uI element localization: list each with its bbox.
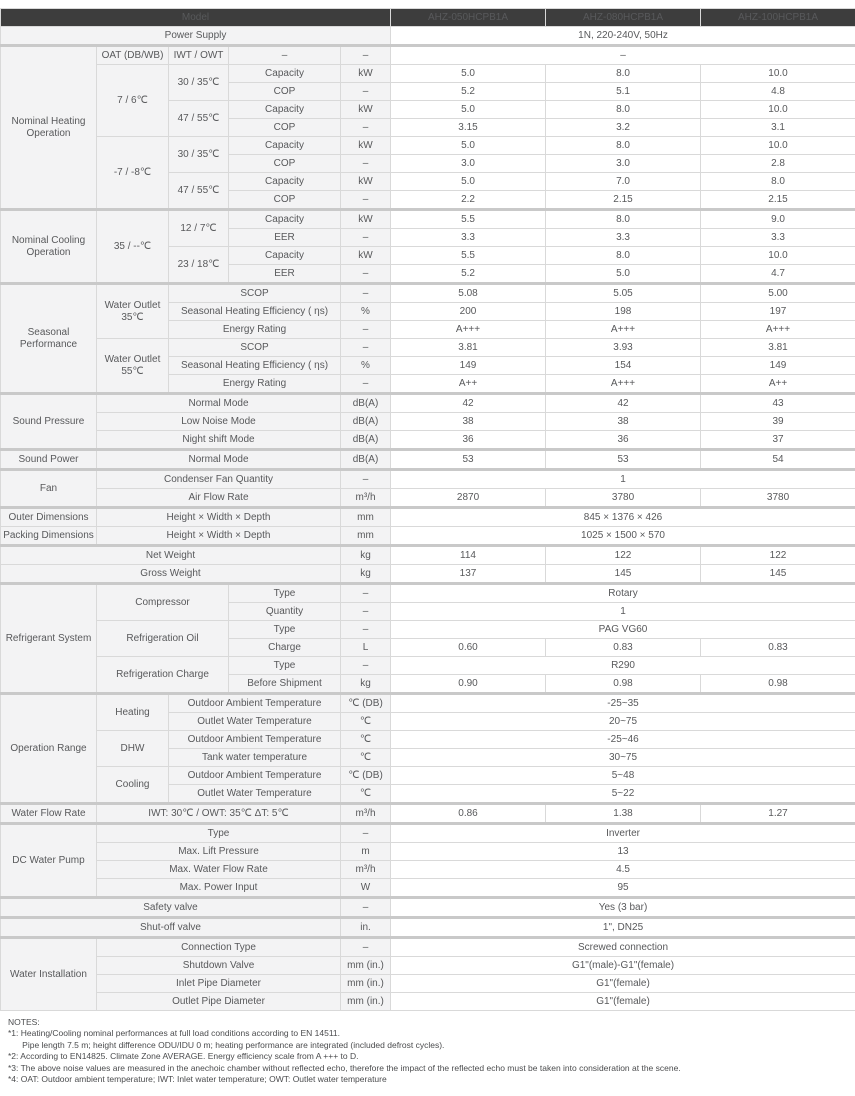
spec-row: [1, 957, 855, 975]
value-cell: 43: [701, 394, 855, 413]
value-cell: 38: [391, 413, 546, 431]
label-cell: SCOP: [169, 284, 341, 303]
spec-row: [1, 565, 855, 584]
label-cell: Max. Power Input: [97, 879, 341, 898]
label-cell: Capacity: [229, 101, 341, 119]
value-cell: 114: [391, 546, 546, 565]
value-cell: 7.0: [546, 173, 701, 191]
value-cell: 5.2: [391, 265, 546, 284]
value-cell: 5.5: [391, 247, 546, 265]
value-cell: Screwed connection: [391, 938, 855, 957]
value-cell: 37: [701, 431, 855, 450]
value-cell: 3.3: [701, 229, 855, 247]
label-cell: Type: [229, 657, 341, 675]
label-cell: Energy Rating: [169, 375, 341, 394]
value-cell: 5.0: [391, 65, 546, 83]
label-cell: Outlet Water Temperature: [169, 785, 341, 804]
unit-cell: –: [341, 375, 391, 394]
note-line: Pipe length 7.5 m; height difference ODU/IDU 0 m; heating performance are integrated (included defrost cycles).: [8, 1040, 847, 1051]
value-cell: -25~35: [391, 694, 855, 713]
unit-cell: mm (in.): [341, 993, 391, 1011]
unit-cell: mm (in.): [341, 957, 391, 975]
value-cell: 145: [701, 565, 855, 584]
value-cell: 10.0: [701, 101, 855, 119]
value-cell: Inverter: [391, 824, 855, 843]
unit-cell: kg: [341, 565, 391, 584]
unit-cell: –: [341, 119, 391, 137]
label-cell: Packing Dimensions: [1, 527, 97, 546]
unit-cell: –: [341, 46, 391, 65]
label-cell: 47 / 55℃: [169, 101, 229, 137]
value-cell: PAG VG60: [391, 621, 855, 639]
value-cell: 10.0: [701, 247, 855, 265]
unit-cell: kg: [341, 675, 391, 694]
value-cell: 1.27: [701, 804, 855, 824]
label-cell: EER: [229, 229, 341, 247]
value-cell: 53: [391, 450, 546, 470]
label-cell: Type: [229, 621, 341, 639]
label-cell: 12 / 7℃: [169, 210, 229, 247]
value-cell: 8.0: [546, 247, 701, 265]
label-cell: Shut-off valve: [1, 918, 341, 938]
unit-cell: –: [341, 284, 391, 303]
label-cell: Refrigerant System: [1, 584, 97, 694]
label-cell: Refrigeration Oil: [97, 621, 229, 657]
value-cell: 3.15: [391, 119, 546, 137]
unit-cell: m³/h: [341, 861, 391, 879]
spec-row: [1, 694, 855, 713]
unit-cell: kW: [341, 210, 391, 229]
value-cell: 5.2: [391, 83, 546, 101]
value-cell: A+++: [546, 321, 701, 339]
model-header-cell: AHZ-050HCPB1A: [391, 9, 546, 27]
label-cell: Normal Mode: [97, 450, 341, 470]
value-cell: 53: [546, 450, 701, 470]
value-cell: 8.0: [546, 210, 701, 229]
label-cell: COP: [229, 155, 341, 173]
spec-row: [1, 861, 855, 879]
label-cell: Quantity: [229, 603, 341, 621]
value-cell: 5.0: [391, 101, 546, 119]
value-cell: 0.83: [701, 639, 855, 657]
unit-cell: kW: [341, 101, 391, 119]
value-cell: 0.98: [701, 675, 855, 694]
label-cell: SCOP: [169, 339, 341, 357]
label-cell: Water Outlet 55℃: [97, 339, 169, 394]
spec-row: [1, 898, 855, 918]
label-cell: Capacity: [229, 247, 341, 265]
value-cell: 30~75: [391, 749, 855, 767]
value-cell: 845 × 1376 × 426: [391, 508, 855, 527]
label-cell: Seasonal Heating Efficiency ( ηs): [169, 303, 341, 321]
label-cell: Capacity: [229, 173, 341, 191]
unit-cell: L: [341, 639, 391, 657]
value-cell: 3.2: [546, 119, 701, 137]
value-cell: 0.86: [391, 804, 546, 824]
unit-cell: dB(A): [341, 431, 391, 450]
label-cell: Shutdown Valve: [97, 957, 341, 975]
label-cell: Tank water temperature: [169, 749, 341, 767]
unit-cell: W: [341, 879, 391, 898]
label-cell: Max. Water Flow Rate: [97, 861, 341, 879]
value-cell: 3.93: [546, 339, 701, 357]
unit-cell: m³/h: [341, 804, 391, 824]
value-cell: 4.8: [701, 83, 855, 101]
value-cell: 39: [701, 413, 855, 431]
unit-cell: %: [341, 357, 391, 375]
label-cell: IWT: 30℃ / OWT: 35℃ ΔT: 5℃: [97, 804, 341, 824]
spec-row: [1, 27, 855, 46]
spec-row: [1, 137, 855, 155]
unit-cell: mm (in.): [341, 975, 391, 993]
label-cell: Outer Dimensions: [1, 508, 97, 527]
value-cell: 200: [391, 303, 546, 321]
label-cell: Capacity: [229, 65, 341, 83]
value-cell: 8.0: [546, 101, 701, 119]
value-cell: 2.8: [701, 155, 855, 173]
spec-row: [1, 489, 855, 508]
spec-row: [1, 470, 855, 489]
label-cell: Type: [229, 584, 341, 603]
value-cell: 137: [391, 565, 546, 584]
value-cell: 5~48: [391, 767, 855, 785]
spec-row: [1, 65, 855, 83]
label-cell: Fan: [1, 470, 97, 508]
notes-section: [0, 1011, 855, 1096]
unit-cell: –: [341, 898, 391, 918]
value-cell: A++: [391, 375, 546, 394]
spec-row: [1, 938, 855, 957]
label-cell: IWT / OWT: [169, 46, 229, 65]
value-cell: 0.60: [391, 639, 546, 657]
value-cell: 2.15: [701, 191, 855, 210]
value-cell: 3.81: [391, 339, 546, 357]
unit-cell: ℃ (DB): [341, 694, 391, 713]
note-line: *1: Heating/Cooling nominal performances at full load conditions according to EN 14511.: [8, 1028, 847, 1039]
unit-cell: ℃: [341, 785, 391, 804]
notes-title: NOTES:: [8, 1017, 847, 1028]
unit-cell: –: [341, 603, 391, 621]
unit-cell: kW: [341, 247, 391, 265]
label-cell: Condenser Fan Quantity: [97, 470, 341, 489]
unit-cell: –: [341, 339, 391, 357]
label-cell: Outdoor Ambient Temperature: [169, 694, 341, 713]
spec-row: [1, 804, 855, 824]
label-cell: Seasonal Heating Efficiency ( ηs): [169, 357, 341, 375]
label-cell: Outlet Water Temperature: [169, 713, 341, 731]
value-cell: G1"(male)-G1"(female): [391, 957, 855, 975]
value-cell: 0.83: [546, 639, 701, 657]
value-cell: 9.0: [701, 210, 855, 229]
unit-cell: –: [341, 824, 391, 843]
spec-row: [1, 339, 855, 357]
value-cell: 1: [391, 470, 855, 489]
label-cell: Seasonal Performance: [1, 284, 97, 394]
value-cell: 5.0: [391, 137, 546, 155]
value-cell: –: [391, 46, 855, 65]
spec-row: [1, 993, 855, 1011]
label-cell: Normal Mode: [97, 394, 341, 413]
value-cell: A+++: [701, 321, 855, 339]
value-cell: G1"(female): [391, 993, 855, 1011]
spec-row: [1, 508, 855, 527]
value-cell: 42: [546, 394, 701, 413]
unit-cell: dB(A): [341, 450, 391, 470]
value-cell: 3.3: [391, 229, 546, 247]
model-header-cell: AHZ-100HCPB1A: [701, 9, 855, 27]
value-cell: R290: [391, 657, 855, 675]
value-cell: 10.0: [701, 65, 855, 83]
value-cell: 149: [701, 357, 855, 375]
value-cell: 38: [546, 413, 701, 431]
unit-cell: –: [341, 155, 391, 173]
value-cell: 5~22: [391, 785, 855, 804]
label-cell: Max. Lift Pressure: [97, 843, 341, 861]
value-cell: 5.5: [391, 210, 546, 229]
value-cell: 5.05: [546, 284, 701, 303]
value-cell: 3780: [701, 489, 855, 508]
value-cell: 3780: [546, 489, 701, 508]
value-cell: A+++: [546, 375, 701, 394]
value-cell: 8.0: [546, 137, 701, 155]
label-cell: Compressor: [97, 584, 229, 621]
note-line: *2: According to EN14825. Climate Zone AVERAGE. Energy efficiency scale from A +++ to D.: [8, 1051, 847, 1062]
spec-row: [1, 731, 855, 749]
label-cell: 23 / 18℃: [169, 247, 229, 284]
label-cell: 47 / 55℃: [169, 173, 229, 210]
value-cell: 122: [701, 546, 855, 565]
unit-cell: kW: [341, 173, 391, 191]
spec-row: [1, 46, 855, 65]
label-cell: Height × Width × Depth: [97, 527, 341, 546]
label-cell: Low Noise Mode: [97, 413, 341, 431]
label-cell: 7 / 6℃: [97, 65, 169, 137]
label-cell: Outlet Pipe Diameter: [97, 993, 341, 1011]
value-cell: 1", DN25: [391, 918, 855, 938]
unit-cell: dB(A): [341, 394, 391, 413]
spec-row: [1, 527, 855, 546]
label-cell: 30 / 35℃: [169, 65, 229, 101]
value-cell: 1.38: [546, 804, 701, 824]
spec-row: [1, 584, 855, 603]
unit-cell: –: [341, 584, 391, 603]
spec-row: [1, 843, 855, 861]
value-cell: 149: [391, 357, 546, 375]
spec-row: [1, 450, 855, 470]
unit-cell: –: [341, 265, 391, 284]
unit-cell: kW: [341, 137, 391, 155]
spec-row: [1, 621, 855, 639]
note-line: *3: The above noise values are measured in the anechoic chamber without reflected echo, therefore the impact of the reflected echo must be taken into consideration at the scene.: [8, 1063, 847, 1074]
value-cell: 3.81: [701, 339, 855, 357]
label-cell: 35 / --℃: [97, 210, 169, 284]
unit-cell: dB(A): [341, 413, 391, 431]
value-cell: 10.0: [701, 137, 855, 155]
unit-cell: kW: [341, 65, 391, 83]
label-cell: Refrigeration Charge: [97, 657, 229, 694]
unit-cell: –: [341, 470, 391, 489]
label-cell: Height × Width × Depth: [97, 508, 341, 527]
value-cell: 3.0: [546, 155, 701, 173]
value-cell: 3.1: [701, 119, 855, 137]
spec-row: [1, 918, 855, 938]
value-cell: 5.00: [701, 284, 855, 303]
label-cell: 30 / 35℃: [169, 137, 229, 173]
unit-cell: ℃: [341, 731, 391, 749]
unit-cell: in.: [341, 918, 391, 938]
value-cell: 36: [546, 431, 701, 450]
label-cell: Water Installation: [1, 938, 97, 1011]
label-cell: Capacity: [229, 137, 341, 155]
label-cell: Power Supply: [1, 27, 391, 46]
spec-row: [1, 975, 855, 993]
label-cell: COP: [229, 83, 341, 101]
spec-row: [1, 657, 855, 675]
unit-cell: –: [341, 938, 391, 957]
value-cell: 2.15: [546, 191, 701, 210]
value-cell: 154: [546, 357, 701, 375]
unit-cell: ℃: [341, 713, 391, 731]
value-cell: 54: [701, 450, 855, 470]
label-cell: -7 / -8℃: [97, 137, 169, 210]
value-cell: A++: [701, 375, 855, 394]
label-cell: Night shift Mode: [97, 431, 341, 450]
value-cell: 36: [391, 431, 546, 450]
unit-cell: ℃ (DB): [341, 767, 391, 785]
label-cell: Operation Range: [1, 694, 97, 804]
label-cell: –: [229, 46, 341, 65]
unit-cell: ℃: [341, 749, 391, 767]
spec-row: [1, 879, 855, 898]
unit-cell: –: [341, 83, 391, 101]
unit-cell: mm: [341, 508, 391, 527]
label-cell: Outdoor Ambient Temperature: [169, 731, 341, 749]
value-cell: 145: [546, 565, 701, 584]
value-cell: 4.5: [391, 861, 855, 879]
label-cell: Sound Power: [1, 450, 97, 470]
label-cell: Outdoor Ambient Temperature: [169, 767, 341, 785]
label-cell: Nominal Heating Operation: [1, 46, 97, 210]
label-cell: Net Weight: [1, 546, 341, 565]
value-cell: 122: [546, 546, 701, 565]
label-cell: Sound Pressure: [1, 394, 97, 450]
unit-cell: –: [341, 321, 391, 339]
unit-cell: mm: [341, 527, 391, 546]
label-cell: Energy Rating: [169, 321, 341, 339]
value-cell: 0.90: [391, 675, 546, 694]
spec-row: [1, 284, 855, 303]
value-cell: 3.3: [546, 229, 701, 247]
label-cell: Nominal Cooling Operation: [1, 210, 97, 284]
unit-cell: kg: [341, 546, 391, 565]
spec-row: [1, 767, 855, 785]
unit-cell: m: [341, 843, 391, 861]
label-cell: DHW: [97, 731, 169, 767]
value-cell: 13: [391, 843, 855, 861]
value-cell: A+++: [391, 321, 546, 339]
unit-cell: –: [341, 621, 391, 639]
spec-row: [1, 546, 855, 565]
value-cell: 5.1: [546, 83, 701, 101]
value-cell: 5.0: [391, 173, 546, 191]
unit-cell: –: [341, 191, 391, 210]
label-cell: COP: [229, 119, 341, 137]
value-cell: 4.7: [701, 265, 855, 284]
value-cell: 42: [391, 394, 546, 413]
value-cell: 198: [546, 303, 701, 321]
notes-lines: [8, 1028, 847, 1085]
value-cell: 8.0: [701, 173, 855, 191]
label-cell: Water Outlet 35℃: [97, 284, 169, 339]
label-cell: Water Flow Rate: [1, 804, 97, 824]
unit-cell: –: [341, 657, 391, 675]
value-cell: 8.0: [546, 65, 701, 83]
label-cell: Cooling: [97, 767, 169, 804]
label-cell: Capacity: [229, 210, 341, 229]
value-cell: 0.98: [546, 675, 701, 694]
value-cell: 5.0: [546, 265, 701, 284]
label-cell: Gross Weight: [1, 565, 341, 584]
value-cell: 2.2: [391, 191, 546, 210]
value-cell: Yes (3 bar): [391, 898, 855, 918]
value-cell: 3.0: [391, 155, 546, 173]
label-cell: Safety valve: [1, 898, 341, 918]
spec-row: [1, 413, 855, 431]
label-cell: EER: [229, 265, 341, 284]
label-cell: Connection Type: [97, 938, 341, 957]
model-label-cell: Model: [1, 9, 391, 27]
value-cell: 197: [701, 303, 855, 321]
label-cell: DC Water Pump: [1, 824, 97, 898]
spec-row: [1, 9, 855, 27]
value-cell: G1"(female): [391, 975, 855, 993]
label-cell: Air Flow Rate: [97, 489, 341, 508]
value-cell: Rotary: [391, 584, 855, 603]
specifications-table: [0, 8, 855, 1011]
value-cell: 1025 × 1500 × 570: [391, 527, 855, 546]
spec-row: [1, 210, 855, 229]
value-cell: 20~75: [391, 713, 855, 731]
value-cell: -25~46: [391, 731, 855, 749]
unit-cell: –: [341, 229, 391, 247]
unit-cell: %: [341, 303, 391, 321]
value-cell: 5.08: [391, 284, 546, 303]
value-cell: 1: [391, 603, 855, 621]
label-cell: COP: [229, 191, 341, 210]
label-cell: Heating: [97, 694, 169, 731]
label-cell: OAT (DB/WB): [97, 46, 169, 65]
value-cell: 1N, 220-240V, 50Hz: [391, 27, 855, 46]
unit-cell: m³/h: [341, 489, 391, 508]
label-cell: Before Shipment: [229, 675, 341, 694]
spec-row: [1, 824, 855, 843]
note-line: *4: OAT: Outdoor ambient temperature; IWT: Inlet water temperature; OWT: Outlet water temperature: [8, 1074, 847, 1085]
value-cell: 2870: [391, 489, 546, 508]
spec-row: [1, 394, 855, 413]
label-cell: Inlet Pipe Diameter: [97, 975, 341, 993]
value-cell: 95: [391, 879, 855, 898]
model-header-cell: AHZ-080HCPB1A: [546, 9, 701, 27]
specifications-table-body: [1, 9, 855, 1011]
spec-row: [1, 431, 855, 450]
label-cell: Charge: [229, 639, 341, 657]
label-cell: Type: [97, 824, 341, 843]
